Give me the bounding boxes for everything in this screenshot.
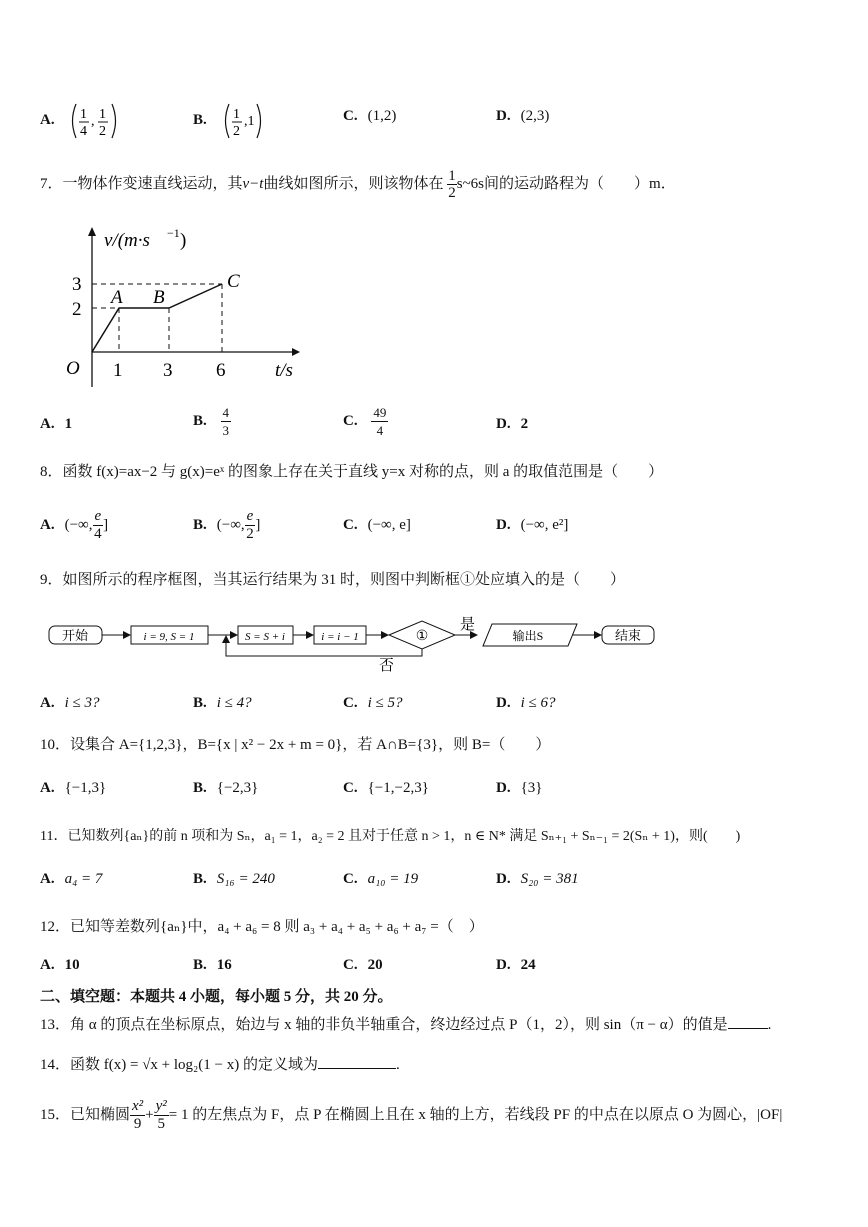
q12-option-c: C. 20 bbox=[343, 957, 383, 973]
x-axis-label: t/s bbox=[275, 360, 293, 381]
flow-no-label: 否 bbox=[379, 658, 395, 674]
q9-flowchart bbox=[40, 612, 670, 674]
y-axis-arrow bbox=[88, 227, 96, 236]
y-axis-label-close: ) bbox=[180, 230, 187, 251]
q8-option-c: C. (−∞, e] bbox=[343, 517, 411, 533]
q12-option-b: B. 16 bbox=[193, 957, 232, 973]
q6-option-d: D. (2,3) bbox=[496, 108, 550, 124]
q11-stem: 11．已知数列{aₙ}的前 n 项和为 Sₙ，a₁ = 1，a₂ = 2 且对于任意 n > 1，n ∈ N* 满足 Sₙ₊₁ + Sₙ₋₁ = 2(Sₙ + 1)，则( ) bbox=[40, 829, 741, 844]
y-axis-label: v/(m·s bbox=[104, 230, 150, 251]
flow-yes-label: 是 bbox=[460, 617, 476, 633]
svg-text:,: , bbox=[91, 114, 95, 129]
x-tick-6: 6 bbox=[216, 360, 226, 381]
q11-option-b: B. S₁₆ = 240 bbox=[193, 871, 275, 887]
y-tick-3: 3 bbox=[72, 274, 82, 295]
point-a: A bbox=[111, 287, 123, 308]
q14-stem: 14．函数 f(x) = √x + log₂(1 − x) 的定义域为 . bbox=[40, 1053, 400, 1074]
q8-stem: 8．函数 f(x)=ax−2 与 g(x)=eˣ 的图象上存在关于直线 y=x 对称的点，则 a 的取值范围是（ ） bbox=[40, 464, 664, 480]
q11-option-c: C. a₁₀ = 19 bbox=[343, 871, 419, 887]
q9-option-d: D. i ≤ 6? bbox=[496, 695, 556, 711]
q7-option-a: A. 1 bbox=[40, 416, 73, 432]
y-axis-label-exp: −1 bbox=[167, 226, 180, 240]
point-b: B bbox=[153, 287, 165, 308]
svg-text:1: 1 bbox=[232, 107, 240, 122]
flow-start-label: 开始 bbox=[61, 628, 89, 643]
q10-option-d: D. {3} bbox=[496, 780, 543, 796]
q8-option-a: A. (−∞, $\frac{e}{4}$ ] bbox=[40, 508, 109, 542]
svg-text:4: 4 bbox=[80, 124, 88, 139]
point-c: C bbox=[227, 271, 240, 292]
q9-option-b: B. i ≤ 4? bbox=[193, 695, 252, 711]
svg-text:,1: ,1 bbox=[243, 114, 255, 129]
q6-option-a-math bbox=[68, 102, 120, 140]
q12-option-a: A. 10 bbox=[40, 957, 80, 973]
svg-text:1: 1 bbox=[80, 107, 88, 122]
q13-answer-blank[interactable] bbox=[728, 1014, 768, 1029]
q6-option-b-math bbox=[221, 102, 265, 140]
x-tick-1: 1 bbox=[113, 360, 123, 381]
q7-option-b: B. $\frac{4}{3}$ bbox=[193, 405, 230, 438]
q7-option-d: D. 2 bbox=[496, 416, 529, 432]
q10-stem: 10．设集合 A={1,2,3}，B={x | x² − 2x + m = 0}，若 A∩B={3}，则 B=（ ） bbox=[40, 737, 551, 753]
q12-option-d: D. 24 bbox=[496, 957, 536, 973]
q6-option-a: A. 1 4 , 1 2 bbox=[40, 102, 120, 140]
q9-option-a: A. i ≤ 3? bbox=[40, 695, 100, 711]
q12-stem: 12．已知等差数列{aₙ}中，a₄ + a₆ = 8 则 a₃ + a₄ + a₅ + a₆ + a₇ =（ ） bbox=[40, 919, 484, 935]
q13-stem: 13．角 α 的顶点在坐标原点，始边与 x 轴的非负半轴重合，终边经过点 P（1，2），则 sin（π − α）的值是 . bbox=[40, 1013, 771, 1034]
q6-option-c: C. (1,2) bbox=[343, 108, 397, 124]
q7-vt-graph bbox=[50, 222, 310, 387]
svg-text:1: 1 bbox=[99, 107, 107, 122]
flow-i-update-label: i = i − 1 bbox=[321, 631, 359, 643]
q9-option-c: C. i ≤ 5? bbox=[343, 695, 403, 711]
origin-label: O bbox=[66, 358, 80, 379]
x-axis-arrow bbox=[292, 348, 300, 356]
q10-option-a: A. {−1,3} bbox=[40, 780, 107, 796]
q10-option-c: C. {−1,−2,3} bbox=[343, 780, 429, 796]
q15-stem: 15．已知椭圆 $\frac{\text{x²}}{9}$ + $\frac{\text{y²}}{5}$ = 1 的左焦点为 F，点 P 在椭圆上且在 x 轴的上方，若线段 PF 的中点在以原点 O 为圆心，|OF| bbox=[40, 1098, 783, 1132]
flow-output-label: 输出S bbox=[512, 629, 544, 643]
q6-option-b: B. 1 2 ,1 bbox=[193, 102, 265, 140]
flow-decision-label: ① bbox=[415, 629, 429, 644]
q7-stem: 7．一物体作变速直线运动，其v−t曲线如图所示，则该物体在 $\frac{1}{2}$ s~6s间的运动路程为（ ）m． bbox=[40, 168, 676, 201]
q11-option-d: D. S₂₀ = 381 bbox=[496, 871, 579, 887]
svg-text:2: 2 bbox=[99, 124, 107, 139]
flow-end-label: 结束 bbox=[614, 628, 642, 643]
y-tick-2: 2 bbox=[72, 299, 82, 320]
x-tick-3: 3 bbox=[163, 360, 173, 381]
q10-option-b: B. {−2,3} bbox=[193, 780, 259, 796]
q14-answer-blank[interactable] bbox=[318, 1054, 396, 1069]
q11-option-a: A. a₄ = 7 bbox=[40, 871, 103, 887]
flow-s-update-label: S = S + i bbox=[245, 631, 285, 643]
q7-option-c: C. $\frac{49}{4}$ bbox=[343, 405, 387, 438]
q9-stem: 9．如图所示的程序框图，当其运行结果为 31 时，则图中判断框①处应填入的是（ ） bbox=[40, 572, 626, 588]
svg-text:2: 2 bbox=[232, 124, 240, 139]
section-2-heading: 二、填空题：本题共 4 小题，每小题 5 分，共 20 分。 bbox=[40, 989, 393, 1005]
flow-init-label: i = 9, S = 1 bbox=[143, 631, 195, 643]
q8-option-b: B. (−∞, $\frac{e}{2}$ ] bbox=[193, 508, 261, 542]
q8-option-d: D. (−∞, e²] bbox=[496, 517, 569, 533]
